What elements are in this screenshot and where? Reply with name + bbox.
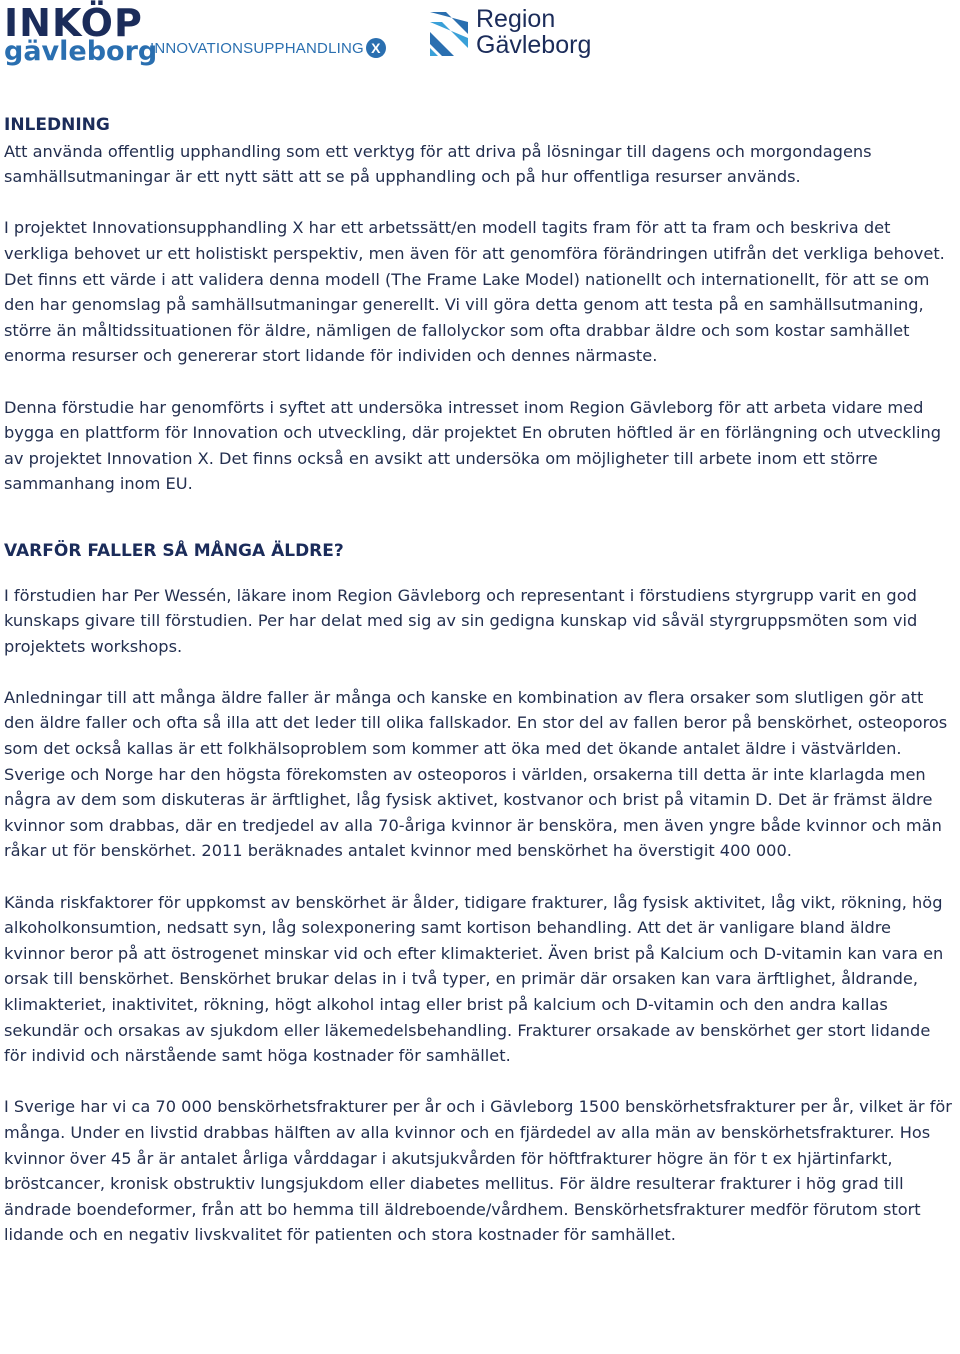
heading-inledning: INLEDNING	[4, 115, 110, 135]
logo-gavleborg-text: gävleborg	[4, 36, 158, 67]
paragraph: Kända riskfaktorer för uppkomst av benskörhet är ålder, tidigare frakturer, låg fysisk aktivitet, låg vikt, rökning, hög alkoholkonsumtion, nedsatt syn, låg solexponering samt kortison behandling. Att det är vanligare bland äldre kvinnor beror på att östrogenet minskar vid och efter klimakteriet. Även brist på Kalcium och D-vitamin kan vara en orsak till benskörhet. Benskörhet brukar delas in i två typer, en primär där orsaken kan vara ärftlighet, åldrande, klimakteriet, inaktivitet, rökning, högt alkohol intag eller brist på kalcium och D-vitamin och den andra kallas sekundär och orsakas av sjukdom eller läkemedelsbehandling. Frakturer orsakade av benskörhet ger stort lidande för individ och närstående samt höga kostnader för samhället.	[4, 892, 944, 1066]
region-gavleborg-logo	[428, 6, 591, 60]
paragraph: Denna förstudie har genomförts i syftet att undersöka intresset inom Region Gävleborg för att arbeta vidare med bygga en plattform för Innovation och utveckling, där projektet En obruten höftled är en förlängning och utveckling av projektet Innovation X. Det finns också en avsikt att undersöka om möjligheter till arbete inom ett större sammanhang inom EU.	[4, 397, 942, 494]
tagline-x-badge: X	[366, 38, 386, 58]
paragraph: I projektet Innovationsupphandling X har ett arbetssätt/en modell tagits fram för att ta fram och beskriva det verkliga behovet ur ett holistiskt perspektiv, men även för att genomföra förändringen utifrån det verkliga behovet. Det finns ett värde i att validera denna modell (The Frame Lake Model) nationellt och internationellt, för att se om den har genomslag på samhällsutmaningar generellt. Vi vill göra detta genom att testa på en samhällsutmaning, större än måltidssituationen för äldre, nämligen de fallolyckor som ofta drabbar äldre och som kostar samhället enorma resurser och genererar stort lidande för individen och dennes närmaste.	[4, 218, 945, 366]
tagline-text: INNOVATIONSUPPHANDLING	[150, 39, 364, 57]
page-header	[0, 0, 960, 70]
region-line1: Region	[476, 5, 556, 33]
paragraph: Anledningar till att många äldre faller är många och kanske en kombination av flera orsaker som slutligen gör att den äldre faller och ofta så illa att det leder till olika fallskador. En stor del av fallen beror på benskörhet, osteoporos som det också kallas är ett folkhälsoproblem som kommer att öka med det ökande antalet äldre i västvärlden. Sverige och Norge har den högsta förekomsten av osteoporos i världen, orsakerna till detta är inte klarlagda men några av dem som diskuteras är ärftlighet, låg fysisk aktivet, kostvanor och brist på vitamin D. Det är främst äldre kvinnor som drabbas, där en tredjedel av alla 70-åriga kvinnor är bensköra, men även yngre både kvinnor och män råkar ut för benskörhet. 2011 beräknades antalet kvinnor med benskörhet ha överstigit 400 000.	[4, 687, 948, 861]
paragraph: Att använda offentlig upphandling som ett verktyg för att driva på lösningar till dagens och morgondagens samhällsutmaningar är ett nytt sätt att se på upphandling och på hur offentliga resurser används.	[4, 141, 872, 187]
paragraph: I Sverige har vi ca 70 000 benskörhetsfrakturer per år och i Gävleborg 1500 benskörhetsfrakturer per år, vilket är för många. Under en livstid drabbas hälften av alla kvinnor och en fjärdedel av alla män av benskörhetsfrakturer. Hos kvinnor över 45 år är antalet årliga vårddagar i akutsjukvården för höftfrakturer högre än för t ex hjärtinfarkt, bröstcancer, kronisk obstruktiv lungsjukdom eller diabetes mellitus. För äldre resulterar frakturer i hög grad till ändrade boendeformer, från att bo hemma till äldreboende/vårdhem. Benskörhetsfrakturer medför förutom stort lidande och en negativ livskvalitet för patienten och stora kostnader för samhället.	[4, 1097, 952, 1245]
paragraph: I förstudien har Per Wessén, läkare inom Region Gävleborg och representant i förstudiens styrgrupp varit en god kunskaps givare till förstudien. Per har delat med sig av sin gedigna kunskap vid såväl styrgruppsmöten som vid projektets workshops.	[4, 585, 918, 656]
region-line2: Gävleborg	[476, 31, 592, 59]
inkop-gavleborg-logo	[4, 1, 158, 67]
innovationsupphandling-tagline	[150, 38, 386, 58]
document-body	[4, 113, 956, 1248]
region-emblem-icon	[428, 8, 470, 60]
logo-inkop-text: INKÖP	[4, 1, 143, 45]
heading-varfor-faller: VARFÖR FALLER SÅ MÅNGA ÄLDRE?	[4, 540, 344, 561]
